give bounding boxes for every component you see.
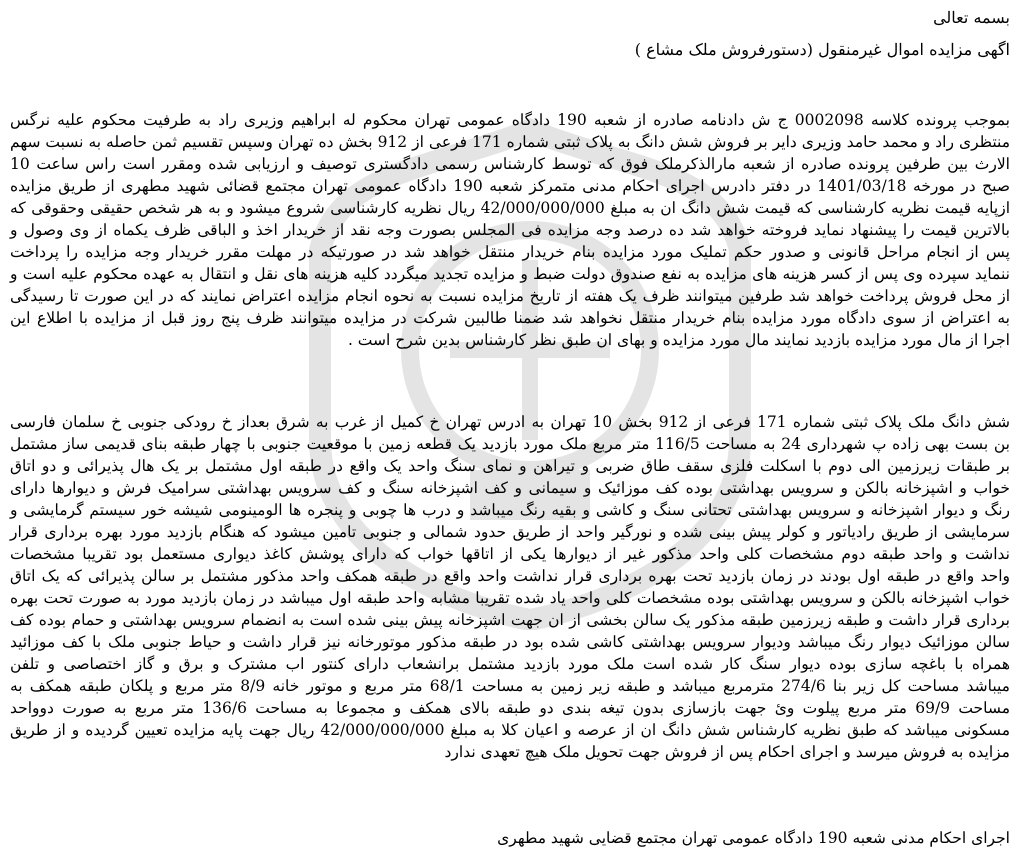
- issuing-authority: اجرای احکام مدنی شعبه 190 دادگاه عمومی تهران مجتمع قضایی شهید مطهری: [497, 829, 1010, 847]
- paragraph2-line: همراه با باغچه سازی بوده دیوار سنگ کار شده است ملک مورد بازدید مشتمل برانشعاب دارای کنتور اب مشترک و برق و گاز اختصاصی و تلفن: [10, 655, 1010, 673]
- basmala: بسمه تعالی: [933, 8, 1010, 27]
- notice-title: اگهی مزایده اموال غیرمنقول (دستورفروش ملک مشاع ): [634, 40, 1010, 59]
- paragraph2-line: مزایده به فروش میرسد و اجرای احکام پس از فروش جهت تحویل ملک هیچ تعهدی ندارد: [444, 743, 1010, 761]
- paragraph2-line: خواب و اشپزخانه بالکن و سرویس بهداشتی بوده کف موزائیک و سیمانی و کف اشپزخانه سنگ و کف سرویس بهداشتی سرامیک فرش و دیوارها دارای: [10, 479, 1010, 497]
- paragraph2-line: سرمایشی از طریق رادیاتور و کولر پیش بینی شده و نورگیر واحد از طریق حدود شمالی و جنوبی تامین میشود که هنگام بازدید مورد بهره برداری قرار: [10, 523, 1010, 541]
- paragraph2-line: مساحت 69/9 متر مربع پیلوت وئ جهت بازسازی بدون تیغه بندی دو طبقه بالای همکف و مجموعا به مساحت 136/6 متر مربع به صورت دوواحد: [10, 699, 1010, 717]
- paragraph1-line: بالاترین قیمت را پیشنهاد نماید فروخته خواهد شد ده درصد وجه مزایده فی المجلس بصورت وجه نقد از خریدار اخذ و الباقی ظرف یکماه از وی وصول و: [10, 221, 1010, 239]
- paragraph1-line: صبح در مورخه 1401/03/18 در دفتر دادرس اجرای احکام مدنی متمرکز شعبه 190 دادگاه عمومی تهران مجتمع قضائی شهید مطهری از طریق مزایده: [10, 177, 1010, 195]
- paragraph1-line: ازپایه قیمت نظریه کارشناسی که قیمت شش دانگ ان به مبلغ 42/000/000/000 ریال نظریه کارشناسی شروع میشود و به هر شخص حقیقی وحقوقی که: [10, 199, 1010, 217]
- paragraph1-line: اجرا از مال مورد مزایده بازدید نمایند مال مورد مزایده و بهای ان طبق نظر کارشناس بدین شرح است .: [347, 331, 1010, 349]
- paragraph1-line: ننماید سپرده وی پس از کسر هزینه های مزایده به نفع صندوق دولت ضبط و مزایده تجدید میگردد کلیه هزینه های نقل و انتقال به عهده محکوم علیه است و: [10, 265, 1010, 283]
- paragraph2-line: مسکونی میباشد که طبق نظریه کارشناس شش دانگ ان از عرصه و اعیان کلا به مبلغ 42/000/000/000 ریال جهت پایه مزایده تعیین گردیده و از طریق: [10, 721, 1010, 739]
- paragraph1-line: منتظری راد و محمد حامد وزیری دایر بر فروش شش دانگ به پلاک ثبتی شماره 171 فرعی از 912 بخش ده تهران وسپس تقسیم ثمن حاصله به نسبت سهم: [10, 133, 1010, 151]
- paragraph1-line: الارث بین طرفین پرونده صادره از شعبه مارالذکرملک فوق که توسط کارشناس رسمی دادگستری توصیف و ارزیابی شده ومقرر است راس ساعت 10: [10, 155, 1010, 173]
- paragraph1-line: به اعتراض از سوی دادگاه مورد مزایده بنام خریدار منتقل نخواهد شد ضمنا طالبین شرکت در مزایده میتوانند ظرف پنج روز قبل از مزایده با اطلاع این: [10, 309, 1010, 327]
- paragraph1-line: بموجب پرونده کلاسه 0002098 ج ش دادنامه صادره از شعبه 190 دادگاه عمومی تهران محکوم له ابراهیم وزیری راد به طرفیت محکوم علیه نرگس: [10, 111, 1010, 129]
- paragraph1-line: از محل فروش پرداخت خواهد شد طرفین میتوانند ظرف یک هفته از تاریخ مزایده نسبت به نحوه انجام مزایده اعتراض نمایند که در این صورت تا رسیدگی: [10, 287, 1010, 305]
- paragraph2-line: میباشد مساحت کل زیر بنا 274/6 مترمربع میباشد و طبقه زیر زمین به مساحت 68/1 متر مربع و موتور خانه 8/9 متر مربع و پلکان طبقه همکف به: [10, 677, 1010, 695]
- paragraph2-line: رنگ و دیوار اشپزخانه و سرویس بهداشتی تحتانی سنگ و کاشی و بقیه رنگ میباشد و درب ها چوبی و پنجره ها الومینومی شیشه خور سیستم گرمایشی و: [10, 501, 1010, 519]
- paragraph2-line: شش دانگ ملک پلاک ثبتی شماره 171 فرعی از 912 بخش 10 تهران به ادرس تهران خ کمیل از غرب به شرق بعداز خ رودکی جنوبی خ سلمان فارسی: [10, 413, 1010, 431]
- paragraph2-line: واحد واقع در طبقه اول بودند در زمان بازدید تحت بهره برداری قرار نداشت واحد واقع در طبقه همکف واحد مذکور مشتمل بر سالن پذیرائی که یک اتاق: [10, 567, 1010, 585]
- paragraph2-line: بر طبقات زیرزمین الی دوم با اسکلت فلزی سقف طاق ضربی و تیراهن و نمای سنگ واحد یک واقع در طبقه اول مشتمل بر یک هال پذیرائی و دو اتاق: [10, 457, 1010, 475]
- paragraph2-line: نداشت و واحد طبقه دوم مشخصات کلی واحد مذکور غیر از دیوارها یکی از اتاقها خواب که دارای پوشش کاغذ دیواری مستعمل بود تقریبا مشخصات: [10, 545, 1010, 563]
- paragraph2-line: خواب اشپزخانه بالکن و سرویس بهداشتی بوده مشخصات کلی واحد یاد شده تقریبا مشابه واحد طبقه اول میباشد در زمان بازدید مورد به صورت تحت بهره: [10, 589, 1010, 607]
- paragraph2-line: سالن موزائیک دیوار رنگ میباشد ودیوار سرویس بهداشتی کاشی شده بود در طبقه مذکور موتورخانه نیز قرار داشت و حیاط جنوبی ملک با کف موزائید: [10, 633, 1010, 651]
- paragraph2-line: بن بست بهی زاده پ شهرداری 24 به مساحت 116/5 متر مربع ملک مورد بازدید یک قطعه زمین با موقعیت جنوبی با چهار طبقه بنای قدیمی ساز مشتمل: [10, 435, 1010, 453]
- paragraph2-line: برداری قرار داشت و طبقه زیرزمین طبقه مذکور یک سالن بخشی از ان جهت اشپزخانه پیش بینی شده است به انضمام سرویس بهداشتی و حمام بوده کف: [10, 611, 1010, 629]
- paragraph1-line: پس از انجام مراحل قانونی و صدور حکم تملیک مورد مزایده بنام خریدار منتقل خواهد شد در صورتیکه در مهلت مقرر خریدار وجه مزایده را پرداخت: [10, 243, 1010, 261]
